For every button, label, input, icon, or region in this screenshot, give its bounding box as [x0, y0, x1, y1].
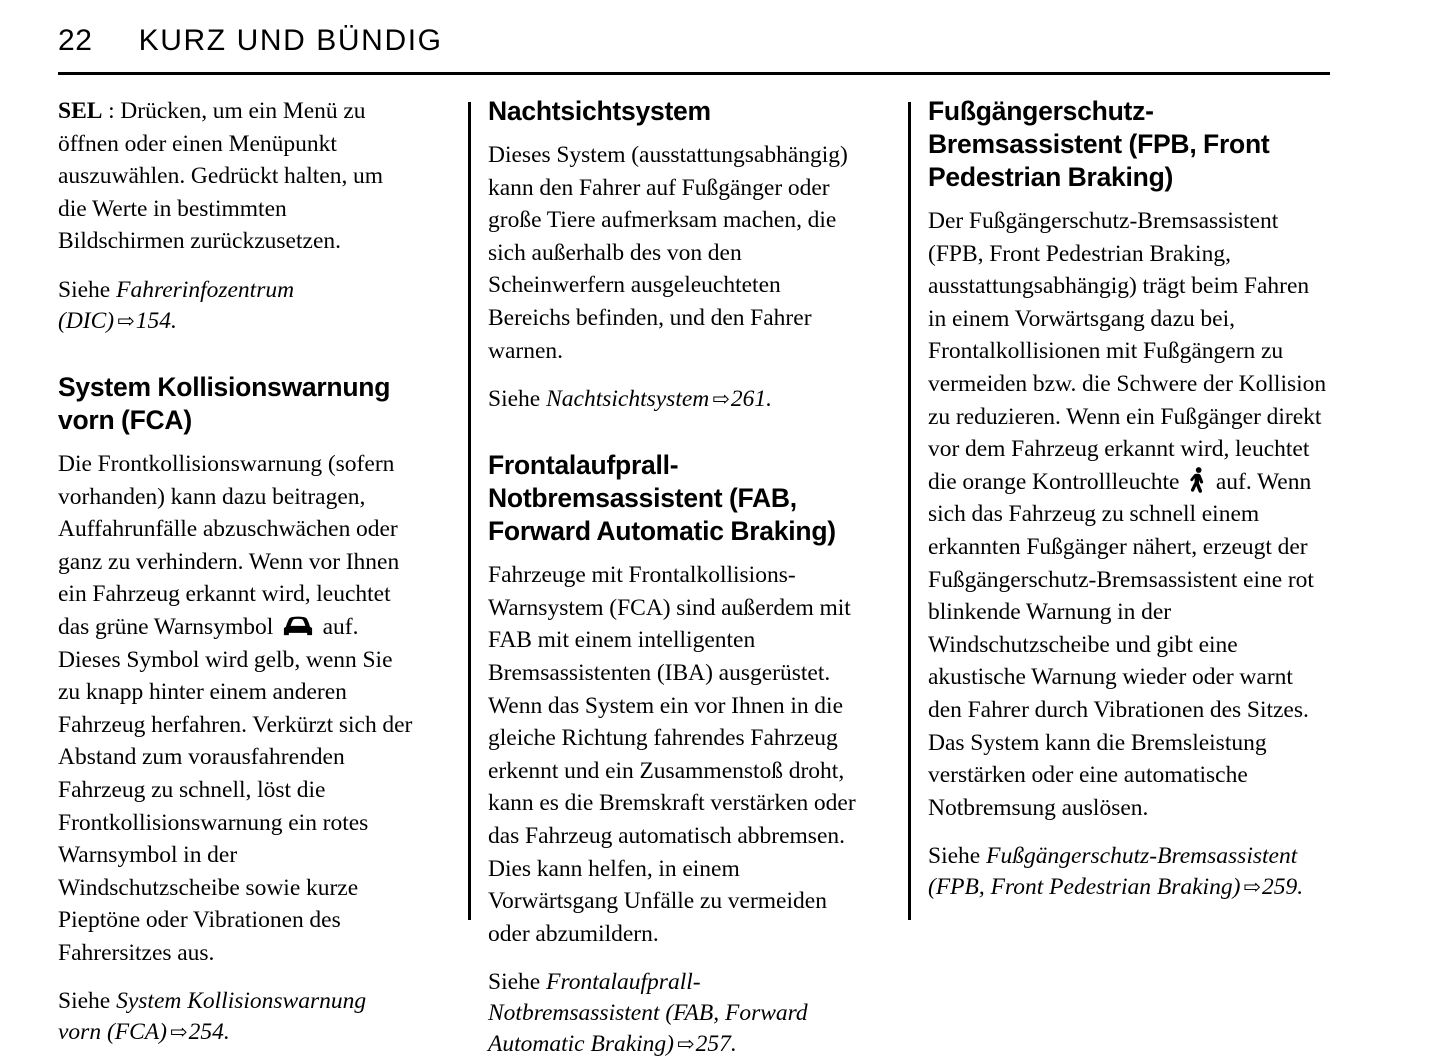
heading-fab: Frontalaufprall-Notbremsassistent (FAB, Forward Automatic Braking) — [488, 450, 836, 547]
see-label: Siehe — [928, 843, 987, 870]
cross-reference-fca — [58, 986, 414, 1048]
paragraph-fpb — [928, 205, 1330, 824]
text-column-3 — [892, 95, 1330, 925]
reference-title: System Kollisionswarnung vorn (FCA) — [58, 988, 367, 1046]
see-label: Siehe — [488, 386, 547, 413]
arrow-icon: ⇨ — [712, 387, 730, 412]
heading-night-vision: Nachtsichtsystem — [488, 96, 711, 126]
heading-fpb: Fußgängerschutz-Bremsassistent (FPB, Front Pedestrian Braking) — [928, 96, 1270, 192]
reference-page: 257. — [695, 1031, 737, 1058]
paragraph-text-after: auf. Dieses Symbol wird gelb, wenn Sie zu knapp hinter einem anderen Fahrzeug herfahren. Verkürzt sich der Abstand zum vorausfahrenden Fahrzeug zu schnell, löst die Frontkollisionswarnung ein rotes Warnsymbol in der Windschutzscheibe sowie kurze Pieptöne oder Vibrationen des Fahrersitzes aus. — [58, 613, 413, 966]
car-front-icon — [283, 615, 313, 637]
arrow-icon: ⇨ — [117, 308, 135, 333]
paragraph-text: : Drücken, um ein Menü zu öffnen oder einen Menüpunkt auszuwählen. Gedrückt halten, um die Werte in bestimmten Bildschirmen zurückzusetzen. — [58, 98, 384, 255]
paragraph-sel — [58, 95, 414, 258]
cross-reference-dic — [58, 275, 414, 337]
cross-reference-night-vision — [488, 384, 862, 415]
paragraph-fab: Fahrzeuge mit Frontalkollisions-Warnsystem (FCA) sind außerdem mit FAB mit einem intelligenten Bremsassistenten (IBA) ausgerüstet. Wenn das System ein vor Ihnen in die gleiche Richtung fahrendes Fahrzeug erkennt und ein Zusammenstoß droht, kann es die Bremskraft verstärken oder das Fahrzeug automatisch abbremsen. Dies kann helfen, in einem Vorwärtsgang Unfälle zu vermeiden oder abzumildern. — [488, 562, 856, 947]
reference-page: 259. — [1262, 874, 1304, 901]
cross-reference-fpb — [928, 841, 1330, 903]
reference-title: Nachtsichtsystem — [546, 386, 710, 413]
see-label: Siehe — [58, 988, 117, 1015]
page-number: 22 — [58, 24, 93, 57]
see-label: Siehe — [58, 276, 117, 303]
heading-fca: System Kollisionswarnung vorn (FCA) — [58, 371, 391, 435]
reference-page: 154. — [135, 307, 177, 334]
cross-reference-fab — [488, 967, 862, 1060]
paragraph-night-vision: Dieses System (ausstattungsabhängig) kann den Fahrer auf Fußgänger oder große Tiere aufmerksam machen, die sich außerhalb des von den Scheinwerfern ausgeleuchteten Bereichs befinden, und den Fahrer warnen. — [488, 142, 848, 364]
running-head — [58, 26, 1330, 72]
arrow-icon: ⇨ — [1243, 875, 1262, 900]
text-column-2 — [452, 95, 892, 1058]
reference-page: 254. — [188, 1019, 230, 1046]
column-container — [58, 95, 1330, 1058]
paragraph-text-before: Der Fußgängerschutz-Bremsassistent (FPB, Front Pedestrian Braking, ausstattungsabhängig) trägt beim Fahren in einem Vorwärtsgang dazu bei, Frontalkollisionen mit Fußgängern zu vermeiden bzw. die Schwere der Kollision zu reduzieren. Wenn ein Fußgänger direkt vor dem Fahrzeug erkannt wird, leuchtet die orange Kontrollleuchte — [928, 208, 1327, 495]
reference-title: Frontalaufprall-Notbremsassistent (FAB, Forward Automatic Braking) — [488, 969, 808, 1058]
reference-title: Fußgängerschutz-Bremsassistent (FPB, Front Pedestrian Braking) — [928, 843, 1298, 901]
reference-title: Fahrerinfozentrum (DIC) — [58, 276, 295, 334]
sel-keyword: SEL — [58, 98, 103, 124]
text-column-1 — [58, 95, 452, 1046]
header-rule — [58, 72, 1330, 75]
arrow-icon: ⇨ — [677, 1032, 695, 1057]
chapter-title: KURZ UND BÜNDIG — [138, 24, 443, 57]
arrow-icon: ⇨ — [170, 1020, 188, 1045]
see-label: Siehe — [488, 969, 547, 996]
reference-page: 261. — [730, 386, 772, 413]
pedestrian-icon — [1189, 467, 1206, 494]
paragraph-text-after: auf. Wenn sich das Fahrzeug zu schnell einem erkannten Fußgänger nähert, erzeugt der Fußgängerschutz-Bremsassistent eine rot blinkende Warnung in der Windschutzscheibe und gibt eine akustische Warnung wieder oder warnt den Fahrer durch Vibrationen des Sitzes. Das System kann die Bremsleistung verstärken oder eine automatische Notbremsung auslösen. — [928, 468, 1314, 821]
paragraph-text-before: Die Frontkollisionswarnung (sofern vorhanden) kann dazu beitragen, Auffahrunfälle abzuschwächen oder ganz zu verhindern. Wenn vor Ihnen ein Fahrzeug erkannt wird, leuchtet das grüne Warnsymbol — [58, 450, 400, 640]
paragraph-fca — [58, 448, 414, 970]
